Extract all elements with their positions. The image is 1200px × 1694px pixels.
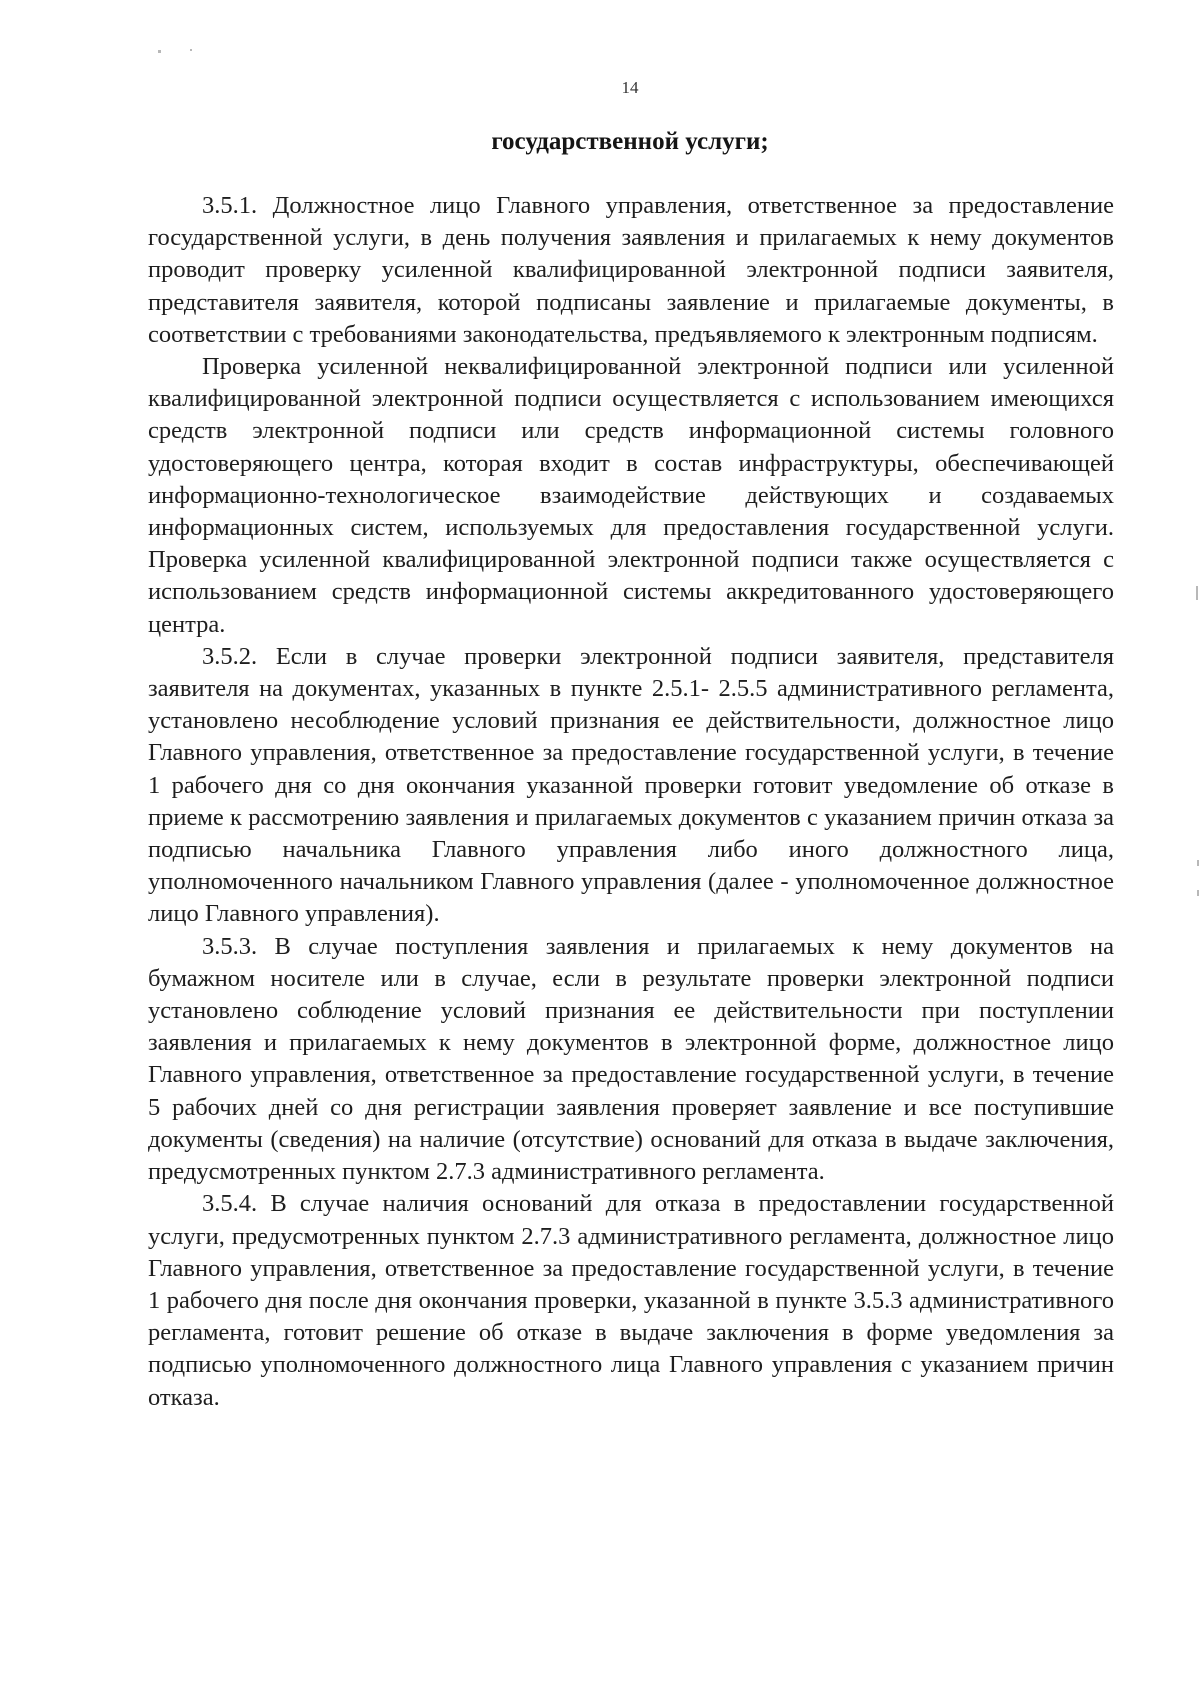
document-body — [148, 190, 1114, 1414]
scan-speck — [1197, 890, 1199, 896]
scan-speck — [1196, 586, 1198, 600]
paragraph-3-5-4: 3.5.4. В случае наличия оснований для отказа в предоставлении государственной услуги, предусмотренных пунктом 2.7.3 административного регламента, должностное лицо Главного управления, ответственное за предоставление государственной услуги, в течение 1 рабочего дня после дня окончания проверки, указанной в пункте 3.5.3 административного регламента, готовит решение об отказе в выдаче заключения в форме уведомления за подписью уполномоченного должностного лица Главного управления с указанием причин отказа. — [148, 1190, 1114, 1411]
paragraph-3-5-1: 3.5.1. Должностное лицо Главного управления, ответственное за предоставление государственной услуги, в день получения заявления и прилагаемых к нему документов проводит проверку усиленной квалифицированной электронной подписи заявителя, представителя заявителя, которой подписаны заявление и прилагаемые документы, в соответствии с требованиями законодательства, предъявляемого к электронным подписям. — [148, 192, 1114, 348]
scan-speck — [190, 49, 192, 51]
paragraph-3-5-2: 3.5.2. Если в случае проверки электронной подписи заявителя, представителя заявителя на документах, указанных в пункте 2.5.1- 2.5.5 административного регламента, установлено несоблюдение условий признания ее действительности, должностное лицо Главного управления, ответственное за предоставление государственной услуги, в течение 1 рабочего дня со дня окончания указанной проверки готовит уведомление об отказе в приеме к рассмотрению заявления и прилагаемых документов с указанием причин отказа за подписью начальника Главного управления либо иного должностного лица, уполномоченного начальником Главного управления (далее - уполномоченное должностное лицо Главного управления). — [148, 642, 1114, 928]
section-heading: государственной услуги; — [491, 128, 769, 155]
paragraph-3-5-3: 3.5.3. В случае поступления заявления и прилагаемых к нему документов на бумажном носителе или в случае, если в результате проверки электронной подписи установлено соблюдение условий признания ее действительности при поступлении заявления и прилагаемых к нему документов в электронной форме, должностное лицо Главного управления, ответственное за предоставление государственной услуги, в течение 5 рабочих дней со дня регистрации заявления проверяет заявление и все поступившие документы (сведения) на наличие (отсутствие) оснований для отказа в выдаче заключения, предусмотренных пунктом 2.7.3 административного регламента. — [148, 932, 1114, 1186]
paragraph-signature-verification: Проверка усиленной неквалифицированной электронной подписи или усиленной квалифицированной электронной подписи осуществляется с использованием имеющихся средств электронной подписи или средств информационной системы головного удостоверяющего центра, которая входит в состав инфраструктуры, обеспечивающей информационно-технологическое взаимодействие действующих и создаваемых информационных систем, используемых для предоставления государственной услуги. Проверка усиленной квалифицированной электронной подписи также осуществляется с использованием средств информационной системы аккредитованного удостоверяющего центра. — [148, 353, 1114, 638]
scan-speck — [1197, 860, 1199, 866]
page-number: 14 — [621, 78, 639, 97]
scan-speck — [158, 50, 161, 53]
